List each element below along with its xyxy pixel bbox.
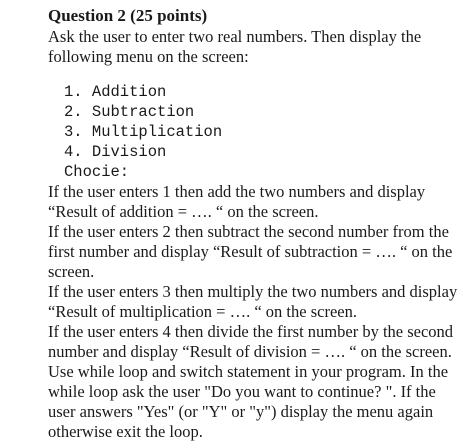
instruction-line: otherwise exit the loop. bbox=[48, 422, 203, 441]
menu-listing bbox=[64, 82, 222, 162]
menu-item-subtraction: 2. Subtraction bbox=[64, 103, 195, 121]
instruction-line: user answers "Yes" (or "Y" or "y") display the menu again bbox=[48, 402, 434, 421]
instruction-line: If the user enters 3 then multiply the two numbers and display bbox=[48, 282, 458, 301]
instruction-line: while loop ask the user "Do you want to continue? ". If the bbox=[48, 382, 436, 401]
menu-item-multiplication: 3. Multiplication bbox=[64, 123, 223, 141]
instruction-line: If the user enters 1 then add the two numbers and display bbox=[48, 182, 426, 201]
menu-item-division: 4. Division bbox=[64, 143, 167, 161]
intro-line: Ask the user to enter two real numbers. Then display the bbox=[48, 27, 422, 46]
instruction-line: “Result of multiplication = …. “ on the screen. bbox=[48, 302, 357, 321]
instruction-line: screen. bbox=[48, 262, 95, 281]
instruction-line: “Result of addition = …. “ on the screen. bbox=[48, 202, 319, 221]
instructions-text bbox=[48, 182, 472, 442]
instruction-line: If the user enters 2 then subtract the second number from the bbox=[48, 222, 449, 241]
question-intro bbox=[48, 27, 468, 67]
choice-prompt: Chocie: bbox=[64, 163, 130, 181]
instruction-line: Use while loop and switch statement in your program. In the bbox=[48, 362, 449, 381]
question-title: Question 2 (25 points) bbox=[48, 6, 208, 25]
intro-line: following menu on the screen: bbox=[48, 47, 249, 66]
instruction-line: If the user enters 4 then divide the first number by the second bbox=[48, 322, 454, 341]
menu-item-addition: 1. Addition bbox=[64, 83, 167, 101]
instruction-line: number and display “Result of division = …. “ on the screen. bbox=[48, 342, 452, 361]
instruction-line: first number and display “Result of subtraction = …. “ on the bbox=[48, 242, 453, 261]
